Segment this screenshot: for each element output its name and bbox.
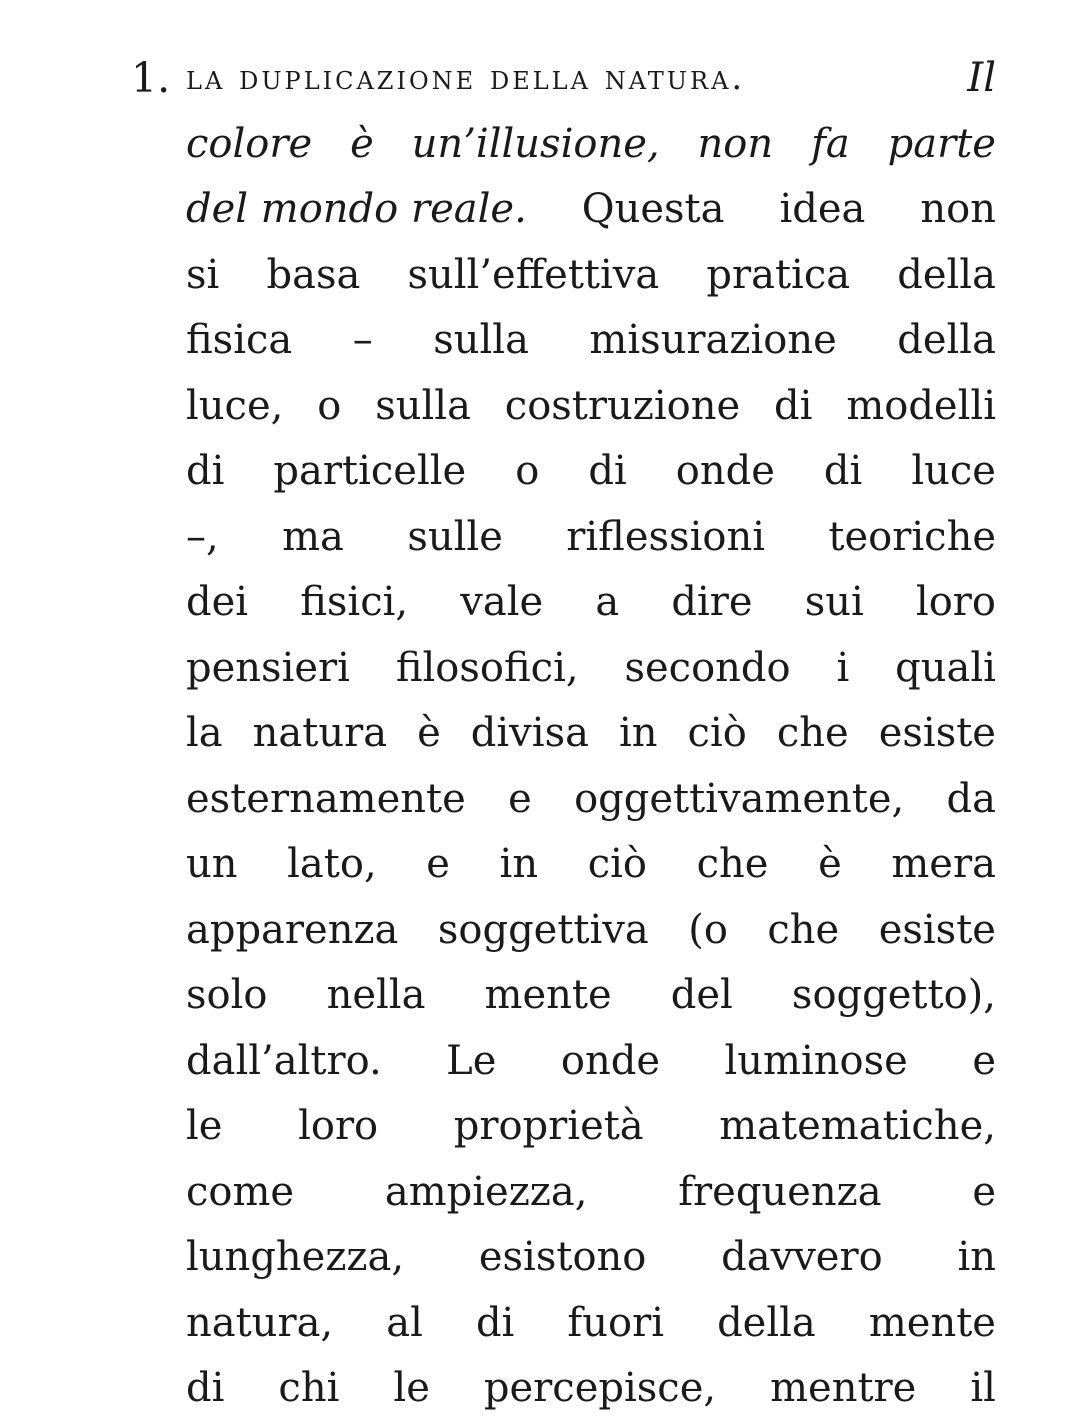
text-word: le xyxy=(393,1365,430,1411)
text-word: solo xyxy=(186,972,268,1018)
text-line xyxy=(186,1160,996,1226)
text-line xyxy=(186,1225,996,1291)
text-word: in xyxy=(499,841,539,887)
text-word: onde xyxy=(675,448,775,494)
text-word: Il xyxy=(967,55,996,101)
text-word: soggetto), xyxy=(791,972,996,1018)
text-word: al xyxy=(386,1299,423,1346)
text-word: apparenza xyxy=(186,906,399,953)
text-word: fisica xyxy=(186,317,293,363)
text-word: davvero xyxy=(721,1234,883,1280)
text-word: loro xyxy=(298,1103,379,1149)
text-word: (o xyxy=(688,906,728,953)
text-word: Questa xyxy=(581,186,725,232)
text-word: che xyxy=(767,906,840,953)
text-word: fuori xyxy=(567,1299,664,1346)
text-word: percepisce, xyxy=(483,1365,717,1411)
text-line xyxy=(186,505,996,571)
text-word: un xyxy=(186,841,238,887)
text-word: proprietà xyxy=(453,1103,644,1149)
text-word: quali xyxy=(895,644,996,691)
text-word: pratica xyxy=(706,251,851,298)
text-word: parte xyxy=(887,120,996,167)
text-word: lunghezza, xyxy=(186,1234,405,1280)
text-word: soggettiva xyxy=(437,906,649,953)
text-word: nella xyxy=(326,972,426,1018)
text-word: onde xyxy=(560,1037,661,1084)
text-word: di xyxy=(186,448,225,494)
text-word: dei xyxy=(186,579,249,625)
text-word: mente xyxy=(868,1299,996,1346)
text-word: oggettivamente, xyxy=(574,775,905,822)
text-word: lato, xyxy=(287,841,377,887)
text-word: di xyxy=(475,1299,515,1346)
text-word: o xyxy=(515,448,540,494)
text-word: secondo xyxy=(624,644,791,691)
text-word: esternamente xyxy=(186,775,466,822)
text-word: in xyxy=(957,1234,996,1280)
text-word: della xyxy=(717,1299,816,1346)
text-word: del xyxy=(670,972,733,1018)
text-word: e xyxy=(972,1037,996,1084)
text-word: sulla xyxy=(433,317,529,363)
text-word: e xyxy=(508,775,532,822)
text-word: di xyxy=(588,448,627,494)
text-line xyxy=(186,963,996,1029)
text-word: –, xyxy=(186,513,219,560)
text-line xyxy=(186,636,996,702)
text-word: mente xyxy=(484,972,612,1018)
text-word: colore xyxy=(186,120,313,167)
text-word: si xyxy=(186,251,220,298)
text-word: sulla xyxy=(375,382,471,429)
text-word: in xyxy=(618,710,658,756)
text-line xyxy=(186,701,996,767)
text-word: della xyxy=(897,317,996,363)
text-word: basa xyxy=(266,251,361,298)
text-word: a xyxy=(595,579,620,625)
text-word: luminose xyxy=(724,1037,908,1084)
text-word: matematiche, xyxy=(719,1103,996,1149)
text-word: luce, xyxy=(186,382,284,429)
text-word: chi xyxy=(278,1365,340,1411)
text-word: luce xyxy=(911,448,996,494)
text-word: la duplicazione della natura. xyxy=(186,58,746,98)
text-word: frequenza xyxy=(678,1168,882,1215)
text-word: ma xyxy=(282,513,344,560)
text-word: della xyxy=(897,251,996,298)
text-word: esiste xyxy=(878,710,996,756)
text-word: ciò xyxy=(687,710,747,756)
text-word: riflessioni xyxy=(566,513,766,560)
text-word: le xyxy=(186,1103,223,1149)
text-word: non xyxy=(920,186,996,232)
text-word: come xyxy=(186,1168,295,1215)
text-line xyxy=(186,1291,996,1357)
paragraph-text xyxy=(186,46,996,1422)
text-line xyxy=(186,570,996,636)
text-word: pensieri xyxy=(186,644,350,691)
text-word: – xyxy=(352,317,373,363)
text-word: particelle xyxy=(273,448,467,494)
text-word: dire xyxy=(671,579,753,625)
text-word: o xyxy=(317,382,342,429)
list-item-number: 1. xyxy=(131,54,171,102)
text-word: che xyxy=(776,710,849,756)
text-line xyxy=(186,243,996,309)
text-word: sui xyxy=(804,579,864,625)
text-line xyxy=(186,112,996,178)
text-word: fisici, xyxy=(300,579,409,625)
text-word: dall’altro. xyxy=(186,1037,382,1084)
text-word: un’illusione, xyxy=(411,120,660,167)
text-word: la xyxy=(186,710,223,756)
text-word: di xyxy=(186,1365,225,1411)
text-word: e xyxy=(972,1168,996,1215)
text-word: esiste xyxy=(878,906,996,953)
text-word: e xyxy=(426,841,450,887)
text-line xyxy=(186,832,996,898)
text-word: modelli xyxy=(846,382,996,429)
text-word: il xyxy=(970,1365,996,1411)
text-word: è xyxy=(417,710,441,756)
text-word: vale xyxy=(460,579,544,625)
text-word: misurazione xyxy=(589,317,837,363)
text-word: ciò xyxy=(587,841,647,887)
text-word: di xyxy=(774,382,813,429)
text-word: del mondo reale. xyxy=(186,186,527,232)
text-word: sulle xyxy=(407,513,503,560)
text-word: sull’effettiva xyxy=(407,251,660,298)
text-word: da xyxy=(946,775,996,822)
text-word: divisa xyxy=(470,710,589,756)
text-word: costruzione xyxy=(504,382,741,429)
text-word: filosofici, xyxy=(395,644,579,691)
text-line xyxy=(186,767,996,833)
text-word: mentre xyxy=(770,1365,917,1411)
text-word: è xyxy=(350,120,374,167)
text-word: è xyxy=(818,841,842,887)
text-line xyxy=(186,1094,996,1160)
text-line xyxy=(186,374,996,440)
text-line xyxy=(186,439,996,505)
text-word: loro xyxy=(915,579,996,625)
text-line xyxy=(186,898,996,964)
text-word: idea xyxy=(779,186,866,232)
text-word: mera xyxy=(891,841,996,887)
text-line xyxy=(186,46,996,112)
text-word: esistono xyxy=(478,1234,647,1280)
text-word: di xyxy=(823,448,863,494)
text-word: teoriche xyxy=(828,513,996,560)
text-line xyxy=(186,308,996,374)
text-word: ampiezza, xyxy=(384,1168,588,1215)
text-line xyxy=(186,177,996,243)
text-word: non xyxy=(697,120,774,167)
text-word: natura, xyxy=(186,1299,334,1346)
text-word: natura xyxy=(252,710,388,756)
text-line xyxy=(186,1356,996,1422)
text-word: fa xyxy=(811,120,850,167)
text-line xyxy=(186,1029,996,1095)
text-word: che xyxy=(696,841,769,887)
text-word: i xyxy=(836,644,850,691)
text-word: Le xyxy=(446,1037,497,1084)
